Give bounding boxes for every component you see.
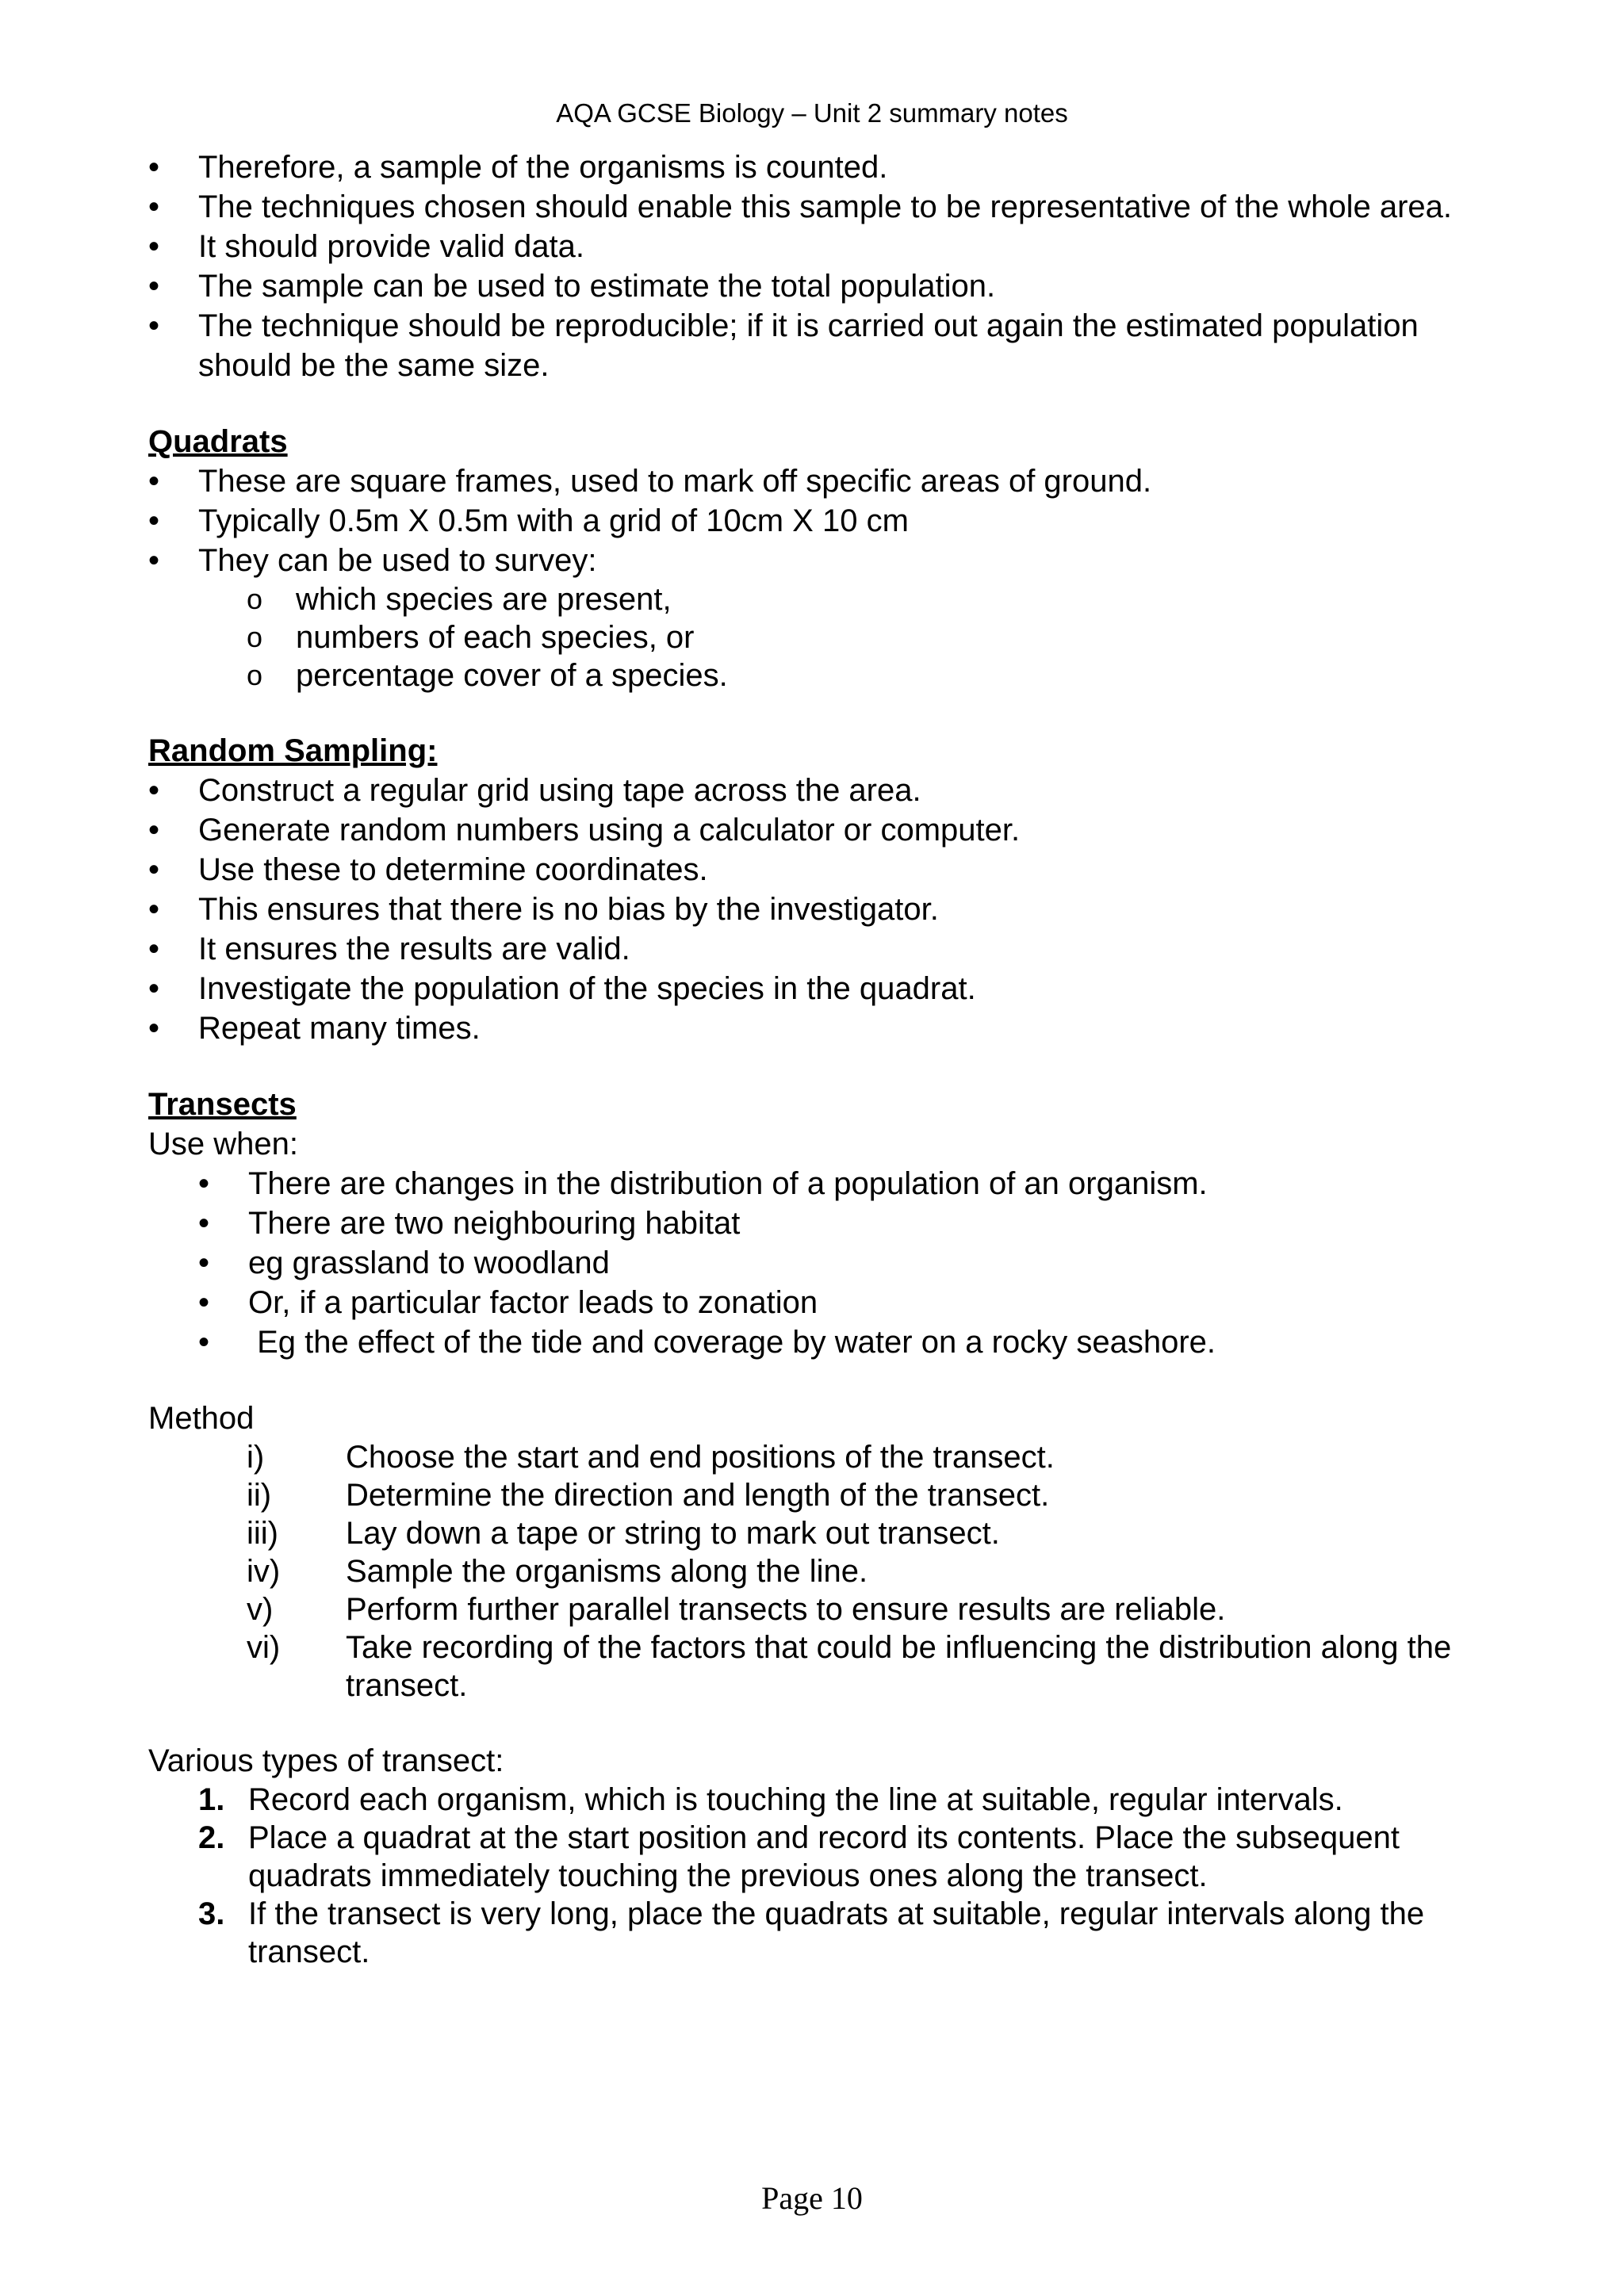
step-text: Take recording of the factors that could be influencing the distribution along the transect. [346, 1630, 1452, 1703]
step-number: vi) [247, 1630, 281, 1665]
sub-list-item: o which species are present, [247, 580, 1496, 618]
step-text: Determine the direction and length of the transect. [346, 1478, 1050, 1513]
step-number: v) [247, 1592, 274, 1627]
step-text: Sample the organisms along the line. [346, 1554, 868, 1589]
step-number: iii) [247, 1516, 278, 1551]
method-step [247, 1628, 1496, 1705]
page-content [148, 147, 1496, 1971]
type-text: If the transect is very long, place the quadrats at suitable, regular intervals along the transect. [248, 1896, 1425, 1969]
transect-type [198, 1895, 1496, 1971]
step-number: i) [247, 1440, 265, 1475]
list-item: • It ensures the results are valid. [148, 929, 1496, 969]
method-step [247, 1476, 1496, 1514]
section-heading-random-sampling: Random Sampling: [148, 733, 438, 768]
list-item: • Therefore, a sample of the organisms is counted. [148, 147, 1496, 187]
list-item: • Or, if a particular factor leads to zonation [198, 1283, 1496, 1322]
list-item: • There are two neighbouring habitat [198, 1203, 1496, 1243]
quadrats-sublist [148, 580, 1496, 695]
random-sampling-list [148, 771, 1496, 1048]
section-heading-transects: Transects [148, 1087, 297, 1122]
list-item: • Generate random numbers using a calculator or computer. [148, 810, 1496, 850]
list-item: • The technique should be reproducible; if it is carried out again the estimated population should be the same size. [148, 306, 1496, 385]
list-item: • Repeat many times. [148, 1008, 1496, 1048]
section-heading-quadrats: Quadrats [148, 424, 288, 459]
quadrats-list [148, 461, 1496, 580]
method-steps [148, 1438, 1496, 1705]
sub-list-item: o percentage cover of a species. [247, 656, 1496, 695]
list-item: • These are square frames, used to mark off specific areas of ground. [148, 461, 1496, 501]
method-step [247, 1590, 1496, 1628]
type-text: Record each organism, which is touching the line at suitable, regular intervals. [248, 1782, 1343, 1817]
list-item: • It should provide valid data. [148, 227, 1496, 266]
type-number: 2. [198, 1820, 225, 1855]
step-text: Perform further parallel transects to ensure results are reliable. [346, 1592, 1226, 1627]
step-number: ii) [247, 1478, 272, 1513]
page-number: Page 10 [761, 2180, 863, 2216]
list-item: • Typically 0.5m X 0.5m with a grid of 10cm X 10 cm [148, 501, 1496, 541]
step-number: iv) [247, 1554, 281, 1589]
list-item: • This ensures that there is no bias by the investigator. [148, 890, 1496, 929]
types-label: Various types of transect: [148, 1743, 504, 1778]
list-item: • Eg the effect of the tide and coverage by water on a rocky seashore. [198, 1322, 1496, 1362]
type-number: 3. [198, 1896, 225, 1931]
list-item: • Investigate the population of the species in the quadrat. [148, 969, 1496, 1008]
list-item: • The techniques chosen should enable this sample to be representative of the whole area. [148, 187, 1496, 227]
step-text: Choose the start and end positions of the transect. [346, 1440, 1055, 1475]
list-item: • Construct a regular grid using tape across the area. [148, 771, 1496, 810]
transect-types [148, 1781, 1496, 1971]
list-item: • Use these to determine coordinates. [148, 850, 1496, 890]
transect-type [198, 1819, 1496, 1895]
transects-list [148, 1164, 1496, 1362]
type-number: 1. [198, 1782, 225, 1817]
transect-type [198, 1781, 1496, 1819]
step-text: Lay down a tape or string to mark out transect. [346, 1516, 1000, 1551]
intro-list [148, 147, 1496, 385]
list-item: • The sample can be used to estimate the total population. [148, 266, 1496, 306]
list-item: • There are changes in the distribution of a population of an organism. [198, 1164, 1496, 1203]
method-step [247, 1438, 1496, 1476]
use-when-label: Use when: [148, 1127, 298, 1161]
method-step [247, 1552, 1496, 1590]
sub-list-item: o numbers of each species, or [247, 618, 1496, 656]
list-item: • eg grassland to woodland [198, 1243, 1496, 1283]
page-header: AQA GCSE Biology – Unit 2 summary notes [556, 98, 1068, 128]
type-text: Place a quadrat at the start position and record its contents. Place the subsequent quadrats immediately touching the previous ones along the transect. [248, 1820, 1400, 1893]
method-step [247, 1514, 1496, 1552]
list-item: • They can be used to survey: [148, 541, 1496, 580]
method-label: Method [148, 1401, 255, 1436]
